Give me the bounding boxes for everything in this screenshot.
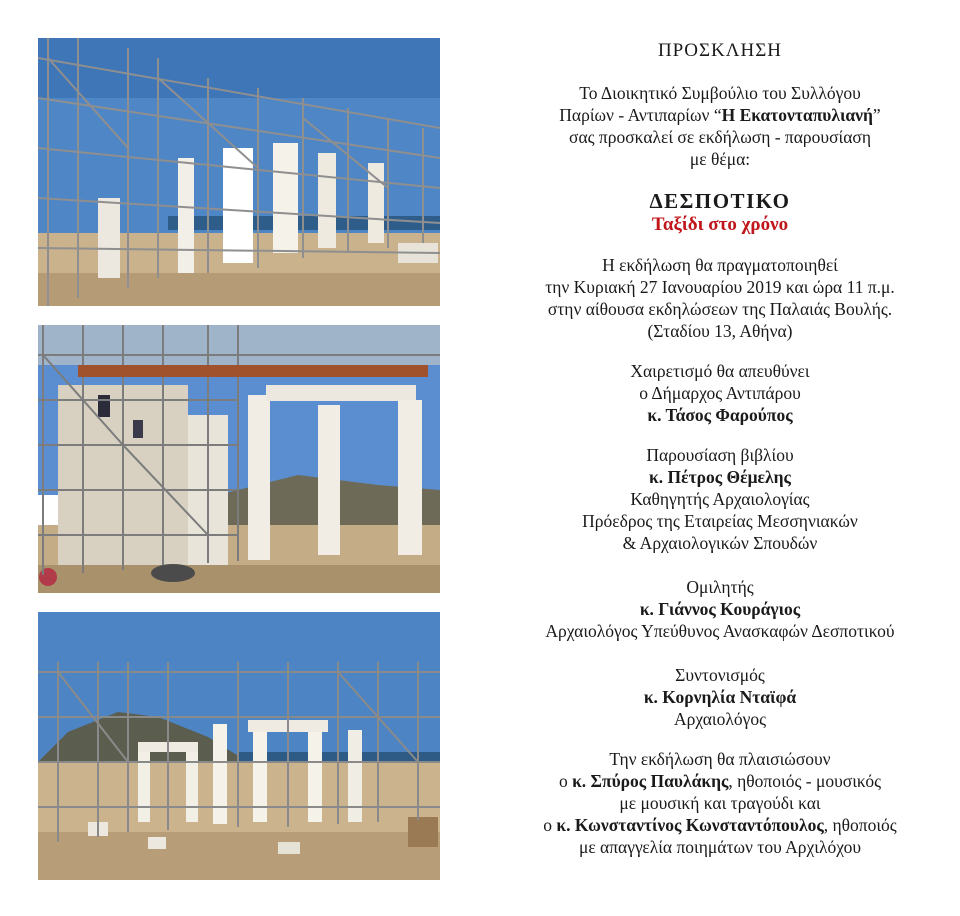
- event-line-2: την Κυριακή 27 Ιανουαρίου 2019 και ώρα 11 π.μ.: [545, 277, 895, 297]
- performer-1-desc: με μουσική και τραγούδι και: [619, 793, 821, 813]
- book-line-3: Πρόεδρος της Εταιρείας Μεσσηνιακών: [582, 511, 858, 531]
- theme-title: ΔΕΣΠΟΤΙΚΟ: [649, 189, 791, 213]
- intro-line-3: σας προσκαλεί σε εκδήλωση - παρουσίαση: [569, 127, 871, 147]
- performer-2-desc: με απαγγελία ποιημάτων του Αρχιλόχου: [578, 837, 862, 857]
- photo-temple-scaffolding-3: [38, 612, 440, 880]
- coordination-name: κ. Κορνηλία Νταϊφά: [643, 687, 797, 707]
- photo-temple-scaffolding-2: [38, 325, 440, 593]
- intro-line-2: Παρίων - Αντιπαρίων “Η Εκατονταπυλιανή”: [559, 105, 881, 125]
- invitation-text: [490, 40, 950, 858]
- speaker-name: κ. Γιάννος Κουράγιος: [639, 599, 801, 619]
- association-name: Η Εκατονταπυλιανή: [721, 105, 873, 125]
- performer-1: ο κ. Σπύρος Παυλάκης, ηθοποιός - μουσικός: [558, 771, 882, 791]
- book-line-4: & Αρχαιολογικών Σπουδών: [622, 533, 818, 553]
- event-line-1: Η εκδήλωση θα πραγματοποιηθεί: [602, 255, 838, 275]
- book-name: κ. Πέτρος Θέμελης: [649, 467, 791, 487]
- intro-line-1: Το Διοικητικό Συμβούλιο του Συλλόγου: [579, 83, 861, 103]
- book-line-2: Καθηγητής Αρχαιολογίας: [630, 489, 810, 509]
- event-line-4: (Σταδίου 13, Αθήνα): [647, 321, 793, 341]
- speaker-line-2: Αρχαιολόγος Υπεύθυνος Ανασκαφών Δεσποτικού: [545, 621, 895, 641]
- book-line-1: Παρουσίαση βιβλίου: [646, 445, 794, 465]
- performer-2: ο κ. Κωνσταντίνος Κωνσταντόπουλος, ηθοποιός: [543, 815, 897, 835]
- performers-line-1: Την εκδήλωση θα πλαισιώσουν: [609, 749, 831, 769]
- coordination-line-2: Αρχαιολόγος: [673, 709, 767, 729]
- greeting-name: κ. Τάσος Φαρούπος: [647, 405, 793, 425]
- event-line-3: στην αίθουσα εκδηλώσεων της Παλαιάς Βουλής.: [547, 299, 893, 319]
- photo-temple-scaffolding-1: [38, 38, 440, 306]
- invitation-heading: ΠΡΟΣΚΛΗΣΗ: [657, 40, 783, 61]
- greeting-line-2: ο Δήμαρχος Αντιπάρου: [639, 383, 801, 403]
- theme-subtitle: Ταξίδι στο χρόνο: [651, 214, 789, 235]
- intro-line-4: με θέμα:: [689, 149, 751, 169]
- speaker-line-1: Ομιλητής: [686, 577, 754, 597]
- greeting-line-1: Χαιρετισμό θα απευθύνει: [630, 361, 810, 381]
- coordination-line-1: Συντονισμός: [675, 665, 765, 685]
